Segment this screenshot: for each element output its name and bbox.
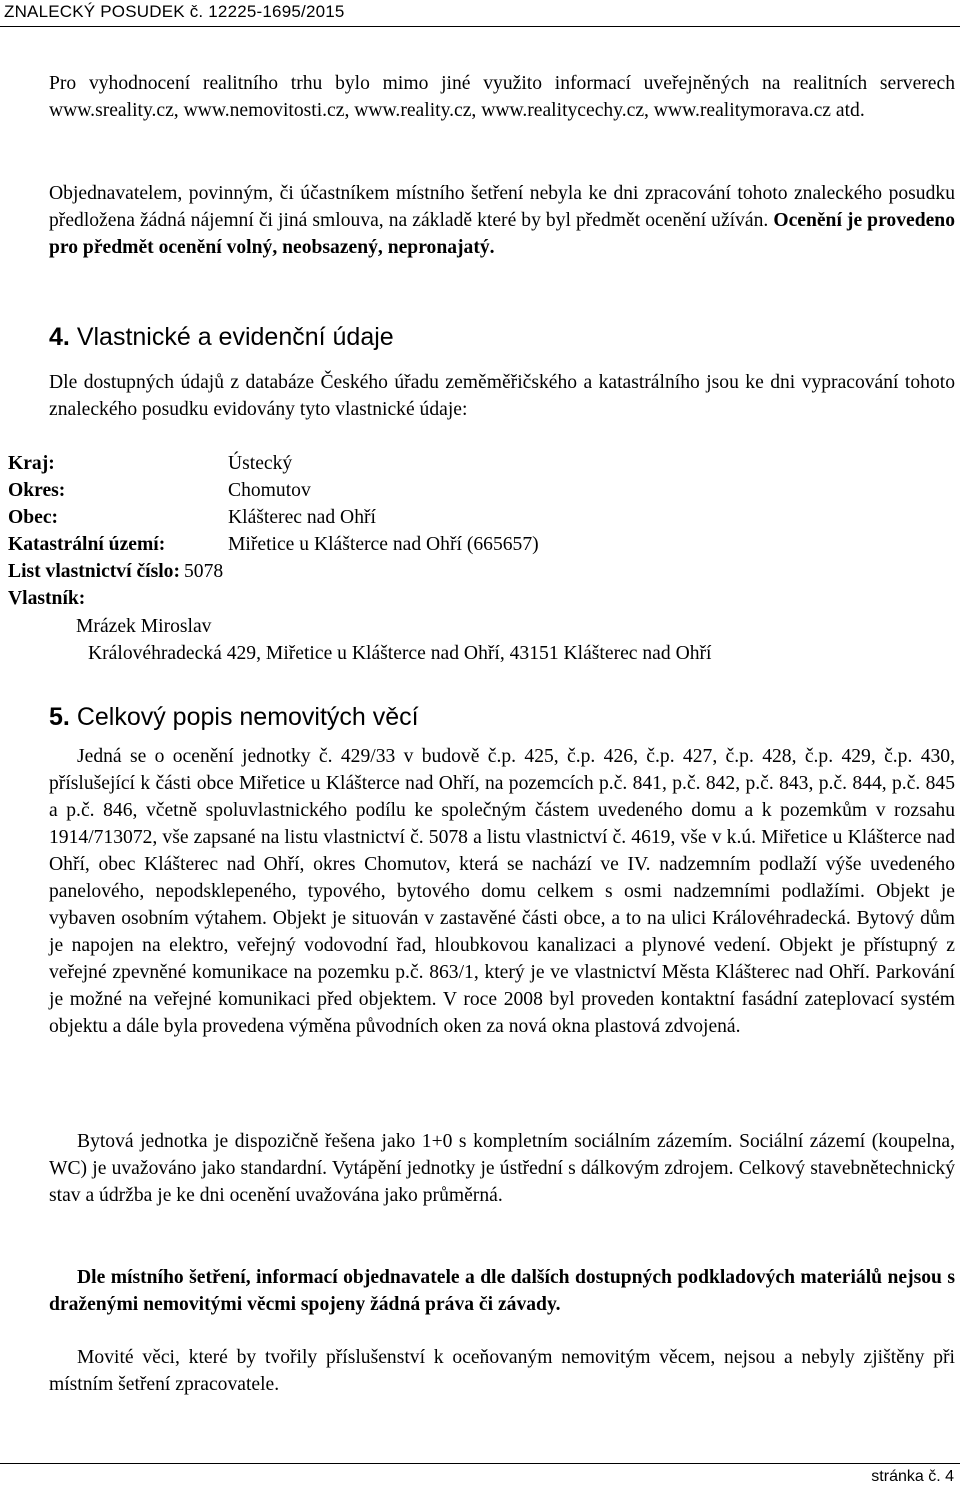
owner-address: Královéhradecká 429, Miřetice u Klášterce nad Ohří, 43151 Klášterec nad Ohří <box>88 643 712 664</box>
ownership-sheet-value: 5078 <box>183 561 224 582</box>
page-number: stránka č. 4 <box>871 1468 954 1485</box>
ownership-sheet-label: List vlastnictví číslo: <box>8 561 180 582</box>
section-4-number: 4. <box>49 323 70 351</box>
okres-row <box>8 477 311 504</box>
okres-label: Okres: <box>8 480 66 501</box>
section-5-unit-layout: Bytová jednotka je dispozičně řešena jako 1+0 s kompletním sociálním zázemím. Sociální zázemí (koupelna, WC) je uvažováno jako standardní. Vytápění jednotky je ústřední s dálkovým zdrojem. Celkový stavebnětechnický stav a údržba je ke dni ocenění uvažována jako průměrná. <box>49 1131 955 1206</box>
section-4-title: Vlastnické a evidenční údaje <box>76 323 394 351</box>
section-5-movables: Movité věci, které by tvořily příslušenství k oceňovaným nemovitým věcem, nejsou a nebyly zjištěny při místním šetření zpracovatele. <box>49 1347 955 1395</box>
section-5-description: Jedná se o ocenění jednotky č. 429/33 v budově č.p. 425, č.p. 426, č.p. 427, č.p. 428, č.p. 429, č.p. 430, příslušející k části obce Miřetice u Klášterce nad Ohří, na pozemcích p.č. 841, p.č. 842, p.č. 843, p.č. 844, p.č. 845 a p.č. 846, včetně spoluvlastnického podílu ke společným částem uvedeného domu a k pozemkům v rozsahu 1914/713072, vše zapsané na listu vlastnictví č. 5078 a listu vlastnictví č. 4619, vše v k.ú. Miřetice u Klášterce nad Ohří, obec Klášterec nad Ohří, okres Chomutov, která se nachází ve IV. nadzemním podlaží výše uvedeného panelového, nepodsklepeného, typového, bytového domu celkem s osmi nadzemními podlažími. Objekt je vybaven osobním výtahem. Objekt je situován v zastavěné části obce, a to na ulici Královéhradecká. Bytový dům je napojen na elektro, veřejný vodovodní řad, hloubkovou kanalizaci a plynové vedení. Objekt je přístupný z veřejné zpevněné komunikace na pozemku p.č. 863/1, který je ve vlastnictví Města Klášterec nad Ohří. Parkování je možné na veřejné komunikaci před objektem. V roce 2008 byl proveden kontaktní fasádní zateplovací systém objektu a dále byla provedena výměna původních oken za nová okna plastová zdvojená. <box>49 746 955 1037</box>
obec-label: Obec: <box>8 507 59 528</box>
okres-value: Chomutov <box>228 480 311 501</box>
contracts-text: Objednavatelem, povinným, či účastníkem místního šetření nebyla ke dni zpracování tohoto znaleckého posudku předložena žádná nájemní či jiná smlouva, na základě které by byl předmět ocenění užíván. <box>49 183 955 231</box>
section-5-rights-statement: Dle místního šetření, informací objednavatele a dle dalších dostupných podkladových materiálů nejsou s draženými nemovitými věcmi spojeny žádná práva či závady. <box>49 1267 955 1315</box>
kraj-value: Ústecký <box>228 453 293 474</box>
kraj-row <box>8 450 293 477</box>
cadastral-area-label: Katastrální území: <box>8 534 166 555</box>
owner-name: Mrázek Miroslav <box>76 616 212 637</box>
section-5-number: 5. <box>49 703 70 731</box>
section-4-heading <box>49 323 394 352</box>
cadastral-area-value: Miřetice u Klášterce nad Ohří (665657) <box>228 534 539 555</box>
ownership-sheet-row <box>8 558 223 585</box>
valuation-condition-text: Ocenění je provedeno pro předmět ocenění volný, neobsazený, nepronajatý. <box>49 210 955 258</box>
section-4-intro: Dle dostupných údajů z databáze Českého úřadu zeměměřičského a katastrálního jsou ke dni vypracování tohoto znaleckého posudku evidovány tyto vlastnické údaje: <box>49 372 955 420</box>
intro-paragraph-contracts <box>49 180 955 261</box>
document-title: ZNALECKÝ POSUDEK č. 12225-1695/2015 <box>4 2 345 21</box>
intro-paragraph-sources: Pro vyhodnocení realitního trhu bylo mimo jiné využito informací uveřejněných na realitních serverech www.sreality.cz, www.nemovitosti.cz, www.reality.cz, www.realitycechy.cz, www.realitymorava.cz atd. <box>49 73 955 121</box>
kraj-label: Kraj: <box>8 453 55 474</box>
owner-row <box>8 585 85 612</box>
cadastral-area-row <box>8 531 539 558</box>
section-5-heading <box>49 703 419 732</box>
section-5-title: Celkový popis nemovitých věcí <box>76 703 419 731</box>
obec-row <box>8 504 376 531</box>
owner-label: Vlastník: <box>8 588 86 609</box>
footer-divider <box>0 1463 960 1464</box>
obec-value: Klášterec nad Ohří <box>228 507 376 528</box>
page-header <box>0 0 960 27</box>
